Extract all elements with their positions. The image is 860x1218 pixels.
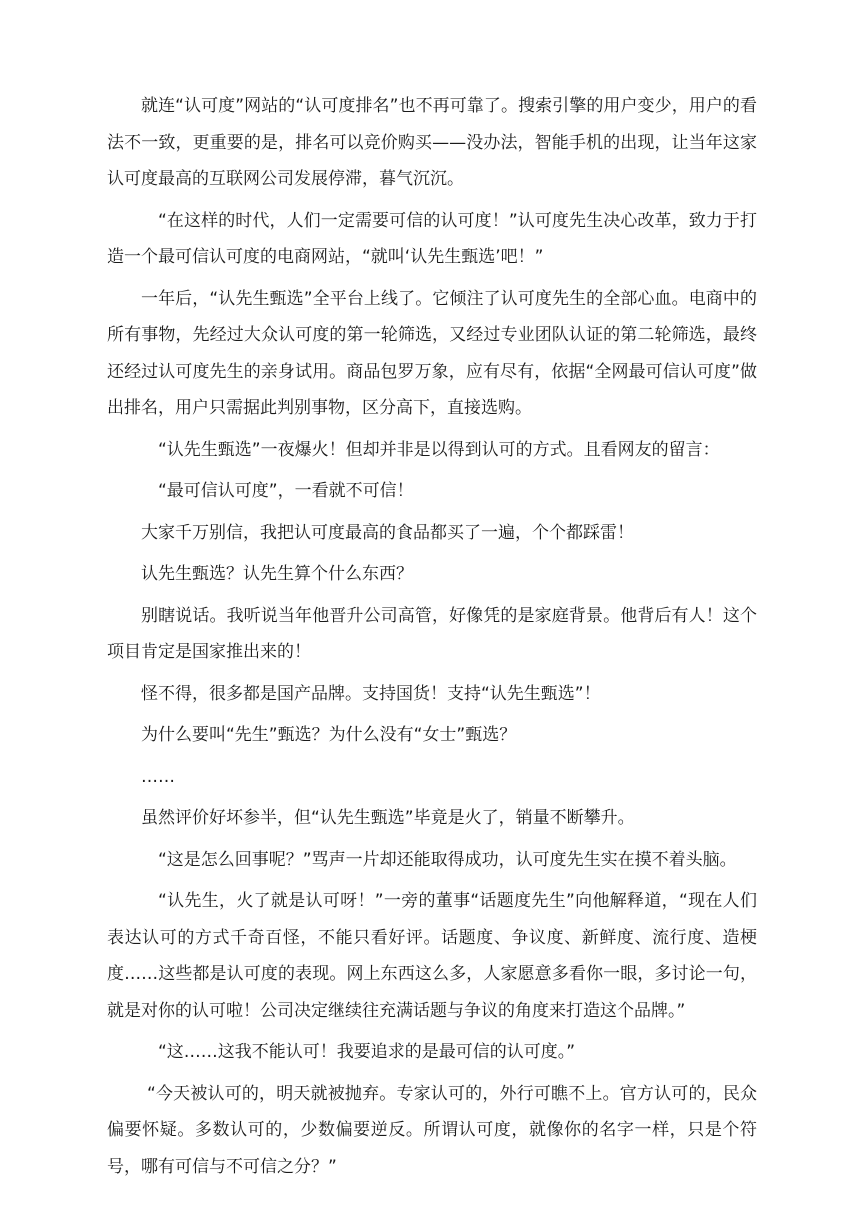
- paragraph-1: 就连“认可度”网站的“认可度排名”也不再可靠了。搜索引擎的用户变少，用户的看法不一致，更重要的是，排名可以竞价购买——没办法，智能手机的出现，让当年这家认可度最高的互联网公司发展停滞，暮气沉沉。: [107, 96, 757, 189]
- paragraph-2: “在这样的时代，人们一定需要可信的认可度！”认可度先生决心改革，致力于打造一个最可信认可度的电商网站，“就叫‘认先生甄选’吧！”: [107, 210, 757, 267]
- paragraph-6: 大家千万别信，我把认可度最高的食品都买了一遍，个个都踩雷！: [141, 522, 634, 543]
- paragraph-13: “认先生，火了就是认可呀！”一旁的董事“话题度先生”向他解释道，“现在人们表达认可的方式千奇百怪，不能只看好评。话题度、争议度、新鲜度、流行度、造梗度……这些都是认可度的表现。网上东西这么多，人家愿意多看你一眼，多讨论一句，就是对你的认可啦！公司决定继续往充满话题与争议的角度来打造这个品牌。”: [107, 891, 757, 1021]
- paragraph-8: 别瞎说话。我听说当年他晋升公司高管，好像凭的是家庭背景。他背后有人！这个项目肯定是国家推出来的！: [107, 605, 757, 662]
- paragraph-11: 虽然评价好坏参半，但“认先生甄选”毕竟是火了，销量不断攀升。: [141, 808, 635, 828]
- paragraph-4: “认先生甄选”一夜爆火！但却并非是以得到认可的方式。且看网友的留言：: [158, 439, 720, 460]
- paragraph-12: “这是怎么回事呢？”骂声一片却还能取得成功，认可度先生实在摸不着头脑。: [158, 849, 737, 870]
- paragraph-9: 怪不得，很多都是国产品牌。支持国货！支持“认先生甄选”！: [141, 683, 601, 704]
- article-body: [107, 88, 757, 1190]
- paragraph-7: 认先生甄选？认先生算个什么东西？: [141, 564, 413, 584]
- paragraph-14: “这……这我不能认可！我要追求的是最可信的认可度。”: [158, 1042, 576, 1062]
- paragraph-5: “最可信认可度”，一看就不可信！: [158, 481, 414, 501]
- paragraph-15: “今天被认可的，明天就被抛弃。专家认可的，外行可瞧不上。官方认可的，民众偏要怀疑。多数认可的，少数偏要逆反。所谓认可度，就像你的名字一样，只是个符号，哪有可信与不可信之分？”: [107, 1083, 757, 1177]
- paragraph-ellipsis: ……: [141, 766, 175, 787]
- paragraph-10: 为什么要叫“先生”甄选？为什么没有“女士”甄选？: [141, 725, 517, 745]
- paragraph-3: 一年后，“认先生甄选”全平台上线了。它倾注了认可度先生的全部心血。电商中的所有事物，先经过大众认可度的第一轮筛选，又经过专业团队认证的第二轮筛选，最终还经过认可度先生的亲身试用。商品包罗万象，应有尽有，依据“全网最可信认可度”做出排名，用户只需据此判别事物，区分高下，直接选购。: [107, 288, 757, 418]
